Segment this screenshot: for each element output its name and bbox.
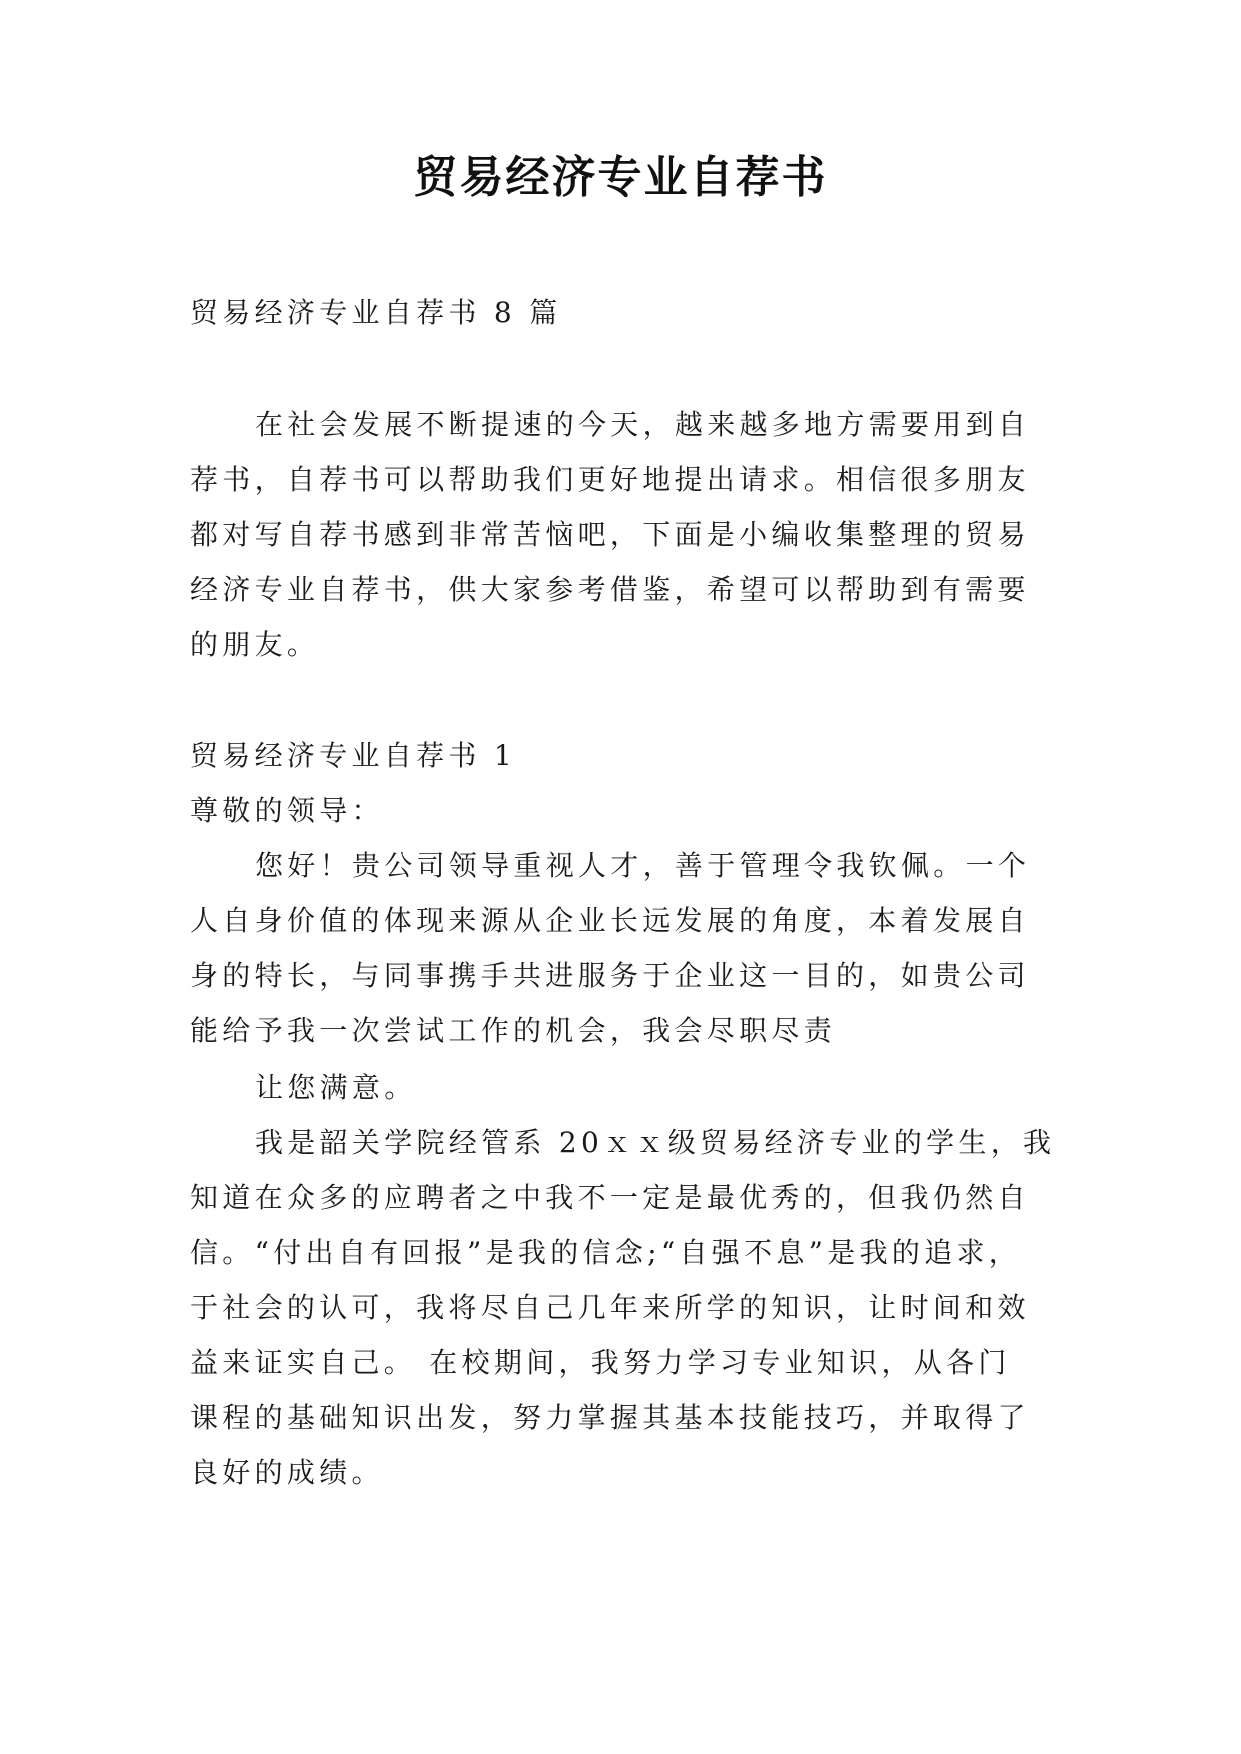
para3-line-2: 知道在众多的应聘者之中我不一定是最优秀的，但我仍然自: [190, 1181, 1030, 1214]
intro-line-4: 经济专业自荐书，供大家参考借鉴，希望可以帮助到有需要: [190, 573, 1030, 606]
document-title: 贸易经济专业自荐书: [413, 152, 828, 203]
para3-line-4: 于社会的认可，我将尽自己几年来所学的知识，让时间和效: [190, 1291, 1030, 1324]
para3-line-6: 课程的基础知识出发，努力掌握其基本技能技巧，并取得了: [190, 1401, 1030, 1434]
intro-line-5: 的朋友。: [190, 628, 320, 661]
para3-line-7: 良好的成绩。: [190, 1456, 384, 1489]
section-heading: 贸易经济专业自荐书 1: [190, 739, 517, 772]
para1-line-4: 能给予我一次尝试工作的机会，我会尽职尽责: [190, 1014, 837, 1047]
intro-line-3: 都对写自荐书感到非常苦恼吧，下面是小编收集整理的贸易: [190, 518, 1030, 551]
intro-line-2: 荐书，自荐书可以帮助我们更好地提出请求。相信很多朋友: [190, 463, 1030, 496]
para1-line-2: 人自身价值的体现来源从企业长远发展的角度，本着发展自: [190, 904, 1030, 937]
para1-line-1: 您好！贵公司领导重视人才，善于管理令我钦佩。一个: [255, 849, 1031, 882]
salutation: 尊敬的领导：: [190, 794, 384, 827]
para1-line-3: 身的特长，与同事携手共进服务于企业这一目的，如贵公司: [190, 959, 1030, 992]
para2-line: 让您满意。: [255, 1071, 417, 1104]
para3-line-5: 益来证实自己。 在校期间，我努力学习专业知识，从各门: [190, 1346, 1011, 1379]
para3-line-1: 我是韶关学院经管系 20ｘｘ级贸易经济专业的学生，我: [255, 1126, 1056, 1159]
document-subtitle: 贸易经济专业自荐书 8 篇: [190, 296, 562, 329]
intro-line-1: 在社会发展不断提速的今天，越来越多地方需要用到自: [255, 408, 1031, 441]
para3-line-3: 信。“付出自有回报”是我的信念;“自强不息”是我的追求，: [190, 1236, 1022, 1269]
